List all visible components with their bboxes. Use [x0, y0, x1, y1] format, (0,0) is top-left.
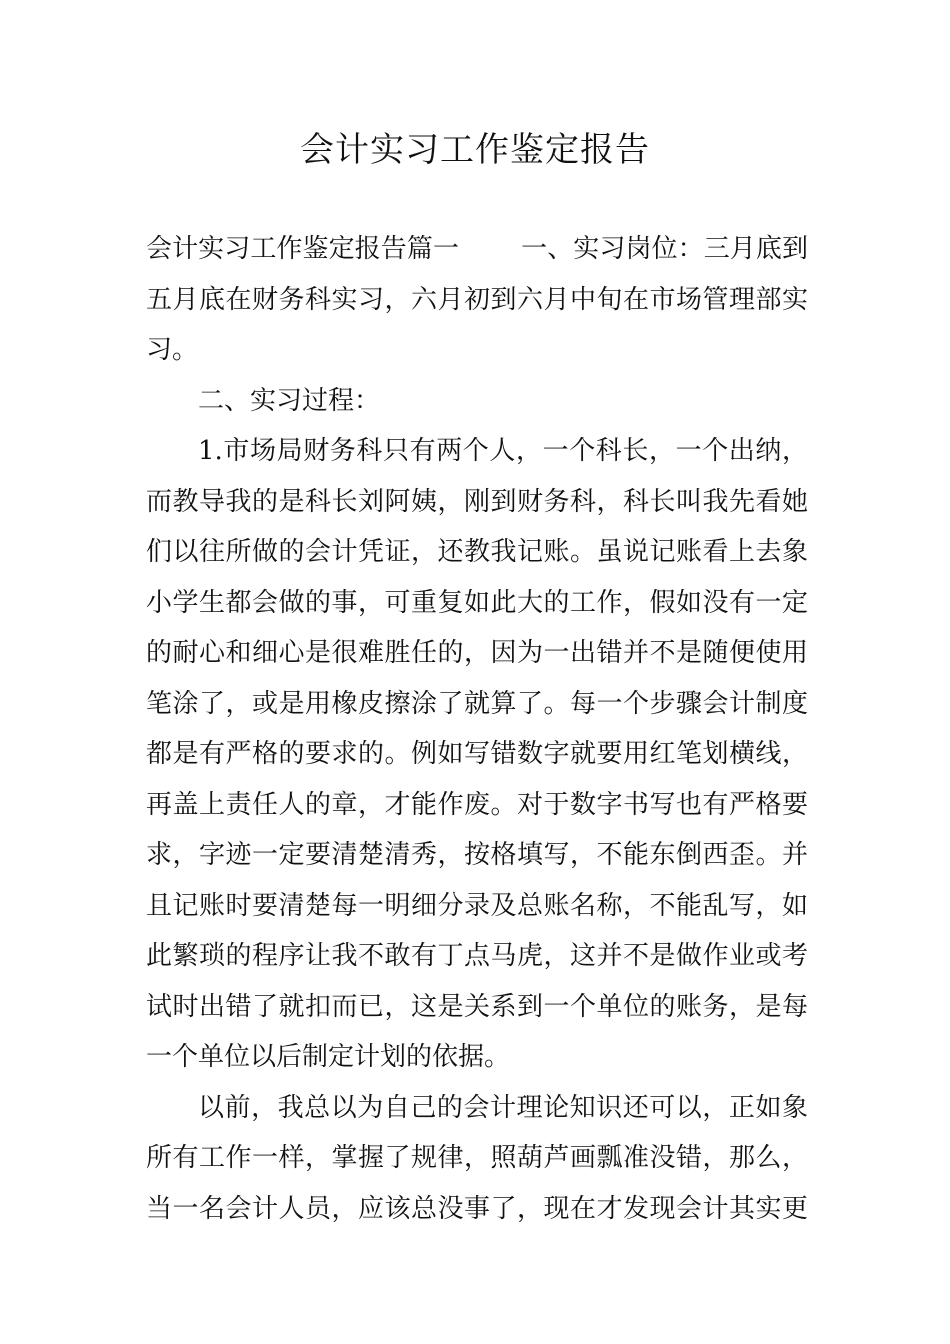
paragraph-line: 且记账时要清楚每一明细分录及总账名称，不能乱写，如 — [146, 890, 808, 921]
paragraph-line — [146, 224, 808, 275]
paragraph-line: 而教导我的是科长刘阿姨，刚到财务科，科长叫我先看她 — [146, 486, 808, 517]
paragraph-line: 习。 — [146, 335, 199, 365]
paragraph-line: 此繁琐的程序让我不敢有丁点马虎，这并不是做作业或考 — [146, 941, 808, 971]
paragraph-line: 当一名会计人员，应该总没事了，现在才发现会计其实更 — [146, 1193, 808, 1224]
paragraph-line: 笔涂了，或是用橡皮擦涂了就算了。每一个步骤会计制度 — [146, 688, 808, 719]
paragraph-line: 小学生都会做的事，可重复如此大的工作，假如没有一定 — [146, 587, 808, 618]
paragraph-line: 再盖上责任人的章，才能作废。对于数字书写也有严格要 — [146, 789, 808, 820]
paragraph-line: 一个单位以后制定计划的依据。 — [146, 1042, 511, 1072]
paragraph-line: 以前，我总以为自己的会计理论知识还可以，正如象 — [198, 1092, 808, 1123]
paragraph-line: 所有工作一样，掌握了规律，照葫芦画瓢准没错，那么， — [146, 1143, 808, 1173]
document-title: 会计实习工作鉴定报告 — [300, 130, 650, 170]
paragraph-line: 求，字迹一定要清楚清秀，按格填写，不能东倒西歪。并 — [146, 840, 808, 870]
document-body — [146, 224, 808, 1234]
paragraph-line: 试时出错了就扣而已，这是关系到一个单位的账务，是每 — [146, 991, 808, 1022]
paragraph-line: 五月底在财务科实习，六月初到六月中旬在市场管理部实 — [146, 284, 808, 315]
paragraph-line: 们以往所做的会计凭证，还教我记账。虽说记账看上去象 — [146, 537, 808, 567]
paragraph-line: 二、实习过程： — [198, 385, 381, 416]
paragraph-line: 的耐心和细心是很难胜任的，因为一出错并不是随便使用 — [146, 638, 808, 668]
text-span: 会计实习工作鉴定报告篇一 — [146, 234, 460, 264]
paragraph-line: 1.市场局财务科只有两个人，一个科长，一个出纳， — [198, 436, 808, 466]
paragraph-line: 都是有严格的要求的。例如写错数字就要用红笔划横线， — [146, 739, 808, 769]
text-span: 一、实习岗位：三月底到 — [521, 234, 808, 264]
